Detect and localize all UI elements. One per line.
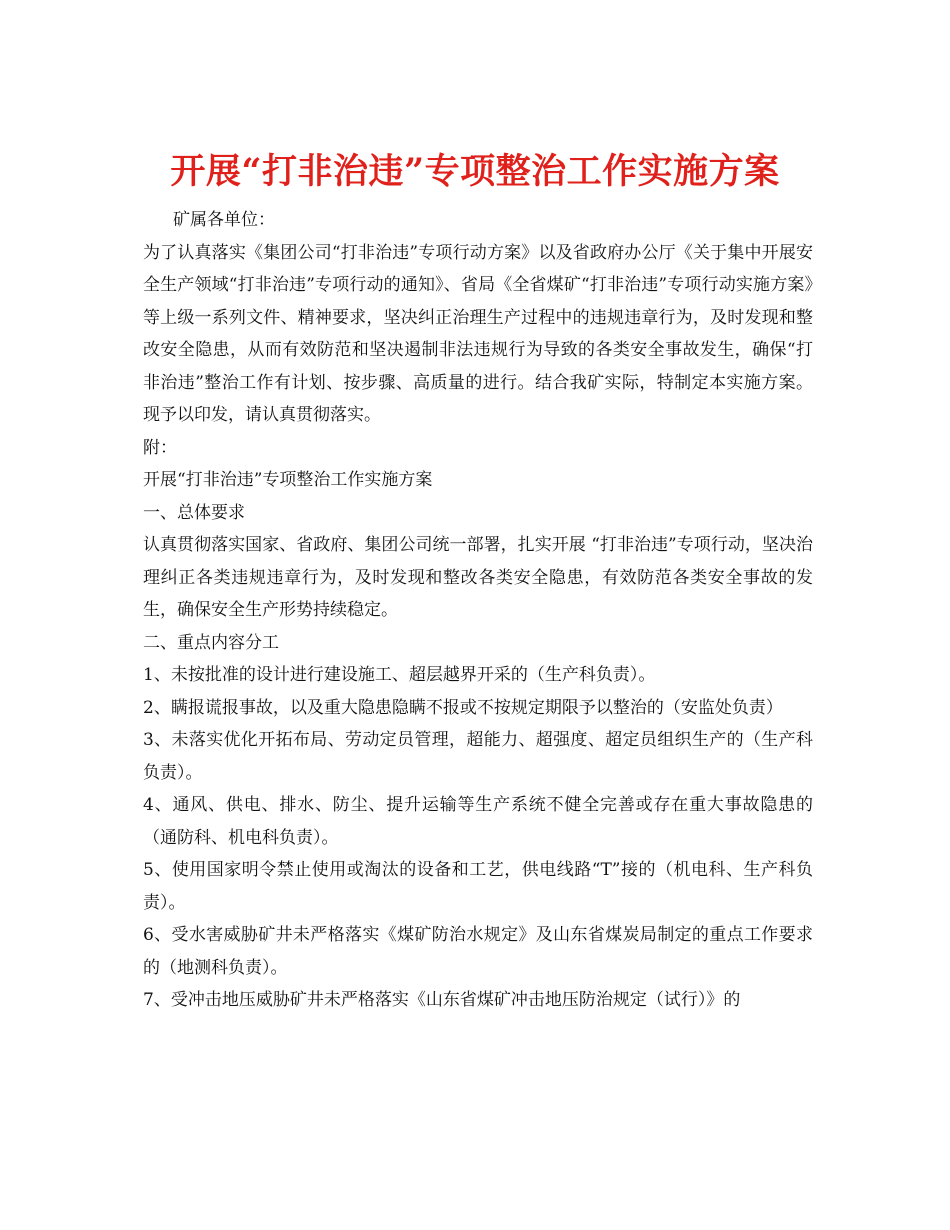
intro-paragraph: 为了认真落实《集团公司“打非治违”专项行动方案》以及省政府办公厅《关于集中开展安全生产领域“打非治违”专项行动的通知》、省局《全省煤矿“打非治违”专项行动实施方案》等上级一系列文件、精神要求，坚决纠正治理生产过程中的违规违章行为，及时发现和整改安全隐患，从而有效防范和坚决遏制非法违规行为导致的各类安全事故发生，确保“打非治违”整治工作有计划、按步骤、高质量的进行。结合我矿实际，特制定本实施方案。现予以印发，请认真贯彻落实。 — [143, 242, 813, 425]
list-item-3: 3、未落实优化开拓布局、劳动定员管理，超能力、超强度、超定员组织生产的（生产科负责）。 — [143, 730, 813, 783]
list-item-5: 5、使用国家明令禁止使用或淘汰的设备和工艺，供电线路“T”接的（机电科、生产科负责）。 — [143, 860, 813, 913]
document-body — [143, 204, 813, 1017]
attachment-title: 开展“打非治违”专项整治工作实施方案 — [143, 470, 433, 490]
list-item-7: 7、受冲击地压威胁矿井未严格落实《山东省煤矿冲击地压防治规定（试行）》的 — [143, 990, 741, 1010]
list-item-1: 1、未按批准的设计进行建设施工、超层越界开采的（生产科负责）。 — [143, 665, 656, 685]
document-title: 开展“打非治违”专项整治工作实施方案 — [170, 151, 780, 193]
list-item-2: 2、瞒报谎报事故，以及重大隐患隐瞒不报或不按规定期限予以整治的（安监处负责） — [143, 697, 783, 718]
salutation: 矿属各单位： — [173, 210, 275, 230]
section-1-paragraph: 认真贯彻落实国家、省政府、集团公司统一部署，扎实开展 “打非治违”专项行动，坚决治理纠正各类违规违章行为，及时发现和整改各类安全隐患，有效防范各类安全事故的发生，确保安全生产形势持续稳定。 — [143, 535, 813, 620]
list-item-4: 4、通风、供电、排水、防尘、提升运输等生产系统不健全完善或存在重大事故隐患的（通防科、机电科负责）。 — [143, 795, 813, 848]
list-item-6: 6、受水害威胁矿井未严格落实《煤矿防治水规定》及山东省煤炭局制定的重点工作要求的（地测科负责）。 — [143, 925, 813, 978]
section-heading-2: 二、重点内容分工 — [143, 632, 279, 653]
attachment-label: 附： — [143, 437, 177, 458]
section-heading-1: 一、总体要求 — [143, 502, 245, 523]
